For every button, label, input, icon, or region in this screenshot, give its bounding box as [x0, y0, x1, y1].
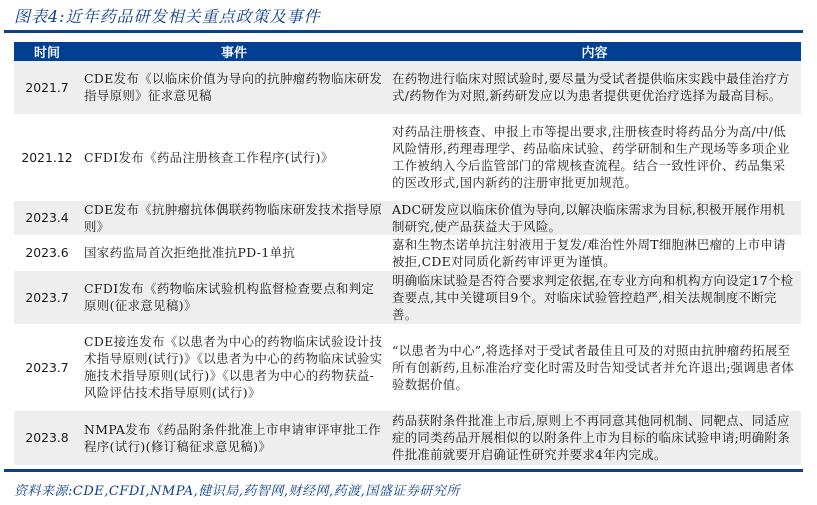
policy-events-table — [14, 42, 801, 466]
table-row — [14, 235, 801, 270]
cell-event: CFDI发布《药物临床试验机构监督检查要点和判定原则(征求意见稿)》 — [80, 270, 388, 324]
table-row — [14, 61, 801, 114]
cell-content: 嘉和生物杰诺单抗注射液用于复发/难治性外周T细胞淋巴瘤的上市申请被拒,CDE对同质化新药审评更为谨慎。 — [388, 235, 801, 270]
cell-content: 在药物进行临床对照试验时,要尽量为受试者提供临床实践中最佳治疗方式/药物作为对照,新药研发应以为患者提供更优治疗选择为最高目标。 — [388, 61, 801, 114]
cell-content: “以患者为中心”,将选择对于受试者最佳且可及的对照由抗肿瘤药拓展至所有创新药,且标准治疗变化时需及时告知受试者并允许退出;强调患者体验数据价值。 — [388, 324, 801, 410]
cell-time: 2023.7 — [14, 270, 80, 324]
cell-event: CDE发布《以临床价值为导向的抗肿瘤药物临床研发指导原则》征求意见稿 — [80, 61, 388, 114]
table-row — [14, 410, 801, 465]
cell-content: 对药品注册核查、申报上市等提出要求,注册核查时将药品分为高/中/低风险情形,药理毒理学、药品临床试验、药学研制和生产现场等多项企业工作被纳入今后监管部门的常规核查流程。结合一致性评价、药品集采的医改形式,国内新药的注册审批更加规范。 — [388, 114, 801, 200]
source-note: 资料来源:CDE,CFDI,NMPA,健识局,药智网,财经网,药渡,国盛证券研究所 — [14, 484, 460, 499]
cell-time: 2023.7 — [14, 324, 80, 410]
table-row — [14, 200, 801, 235]
cell-content: ADC研发应以临床价值为导向,以解决临床需求为目标,积极开展作用机制研究,使产品获益大于风险。 — [388, 200, 801, 235]
cell-time: 2023.4 — [14, 200, 80, 235]
table-row — [14, 114, 801, 200]
header-time: 时间 — [14, 42, 80, 61]
top-divider — [4, 30, 803, 33]
cell-time: 2021.7 — [14, 61, 80, 114]
cell-time: 2021.12 — [14, 114, 80, 200]
cell-event: CDE发布《抗肿瘤抗体偶联药物临床研发技术指导原则》 — [80, 200, 388, 235]
cell-time: 2023.8 — [14, 410, 80, 465]
cell-event: 国家药监局首次拒绝批准抗PD-1单抗 — [80, 235, 388, 270]
cell-content: 明确临床试验是否符合要求判定依据,在专业方向和机构方向设定17个检查要点,其中关键项目9个。对临床试验管控趋严,相关法规制度不断完善。 — [388, 270, 801, 324]
cell-content: 药品获附条件批准上市后,原则上不再同意其他同机制、同靶点、同适应症的同类药品开展相似的以附条件上市为目标的临床试验申请;明确附条件批准前就要开启确证性研究并要求4年内完成。 — [388, 410, 801, 465]
cell-event: NMPA发布《药品附条件批准上市申请审评审批工作程序(试行)(修订稿征求意见稿)》 — [80, 410, 388, 465]
header-content: 内容 — [388, 42, 801, 61]
cell-event: CDE接连发布《以患者为中心的药物临床试验设计技术指导原则(试行)》《以患者为中心的药物临床试验实施技术指导原则(试行)》《以患者为中心的药物获益-风险评估技术指导原则(试行)》 — [80, 324, 388, 410]
table-row — [14, 324, 801, 410]
table-header-row — [14, 42, 801, 61]
header-event: 事件 — [80, 42, 388, 61]
cell-time: 2023.6 — [14, 235, 80, 270]
cell-event: CFDI发布《药品注册核查工作程序(试行)》 — [80, 114, 388, 200]
table-row — [14, 270, 801, 324]
figure-title: 图表4:近年药品研发相关重点政策及事件 — [14, 7, 321, 26]
bottom-divider — [4, 469, 803, 472]
